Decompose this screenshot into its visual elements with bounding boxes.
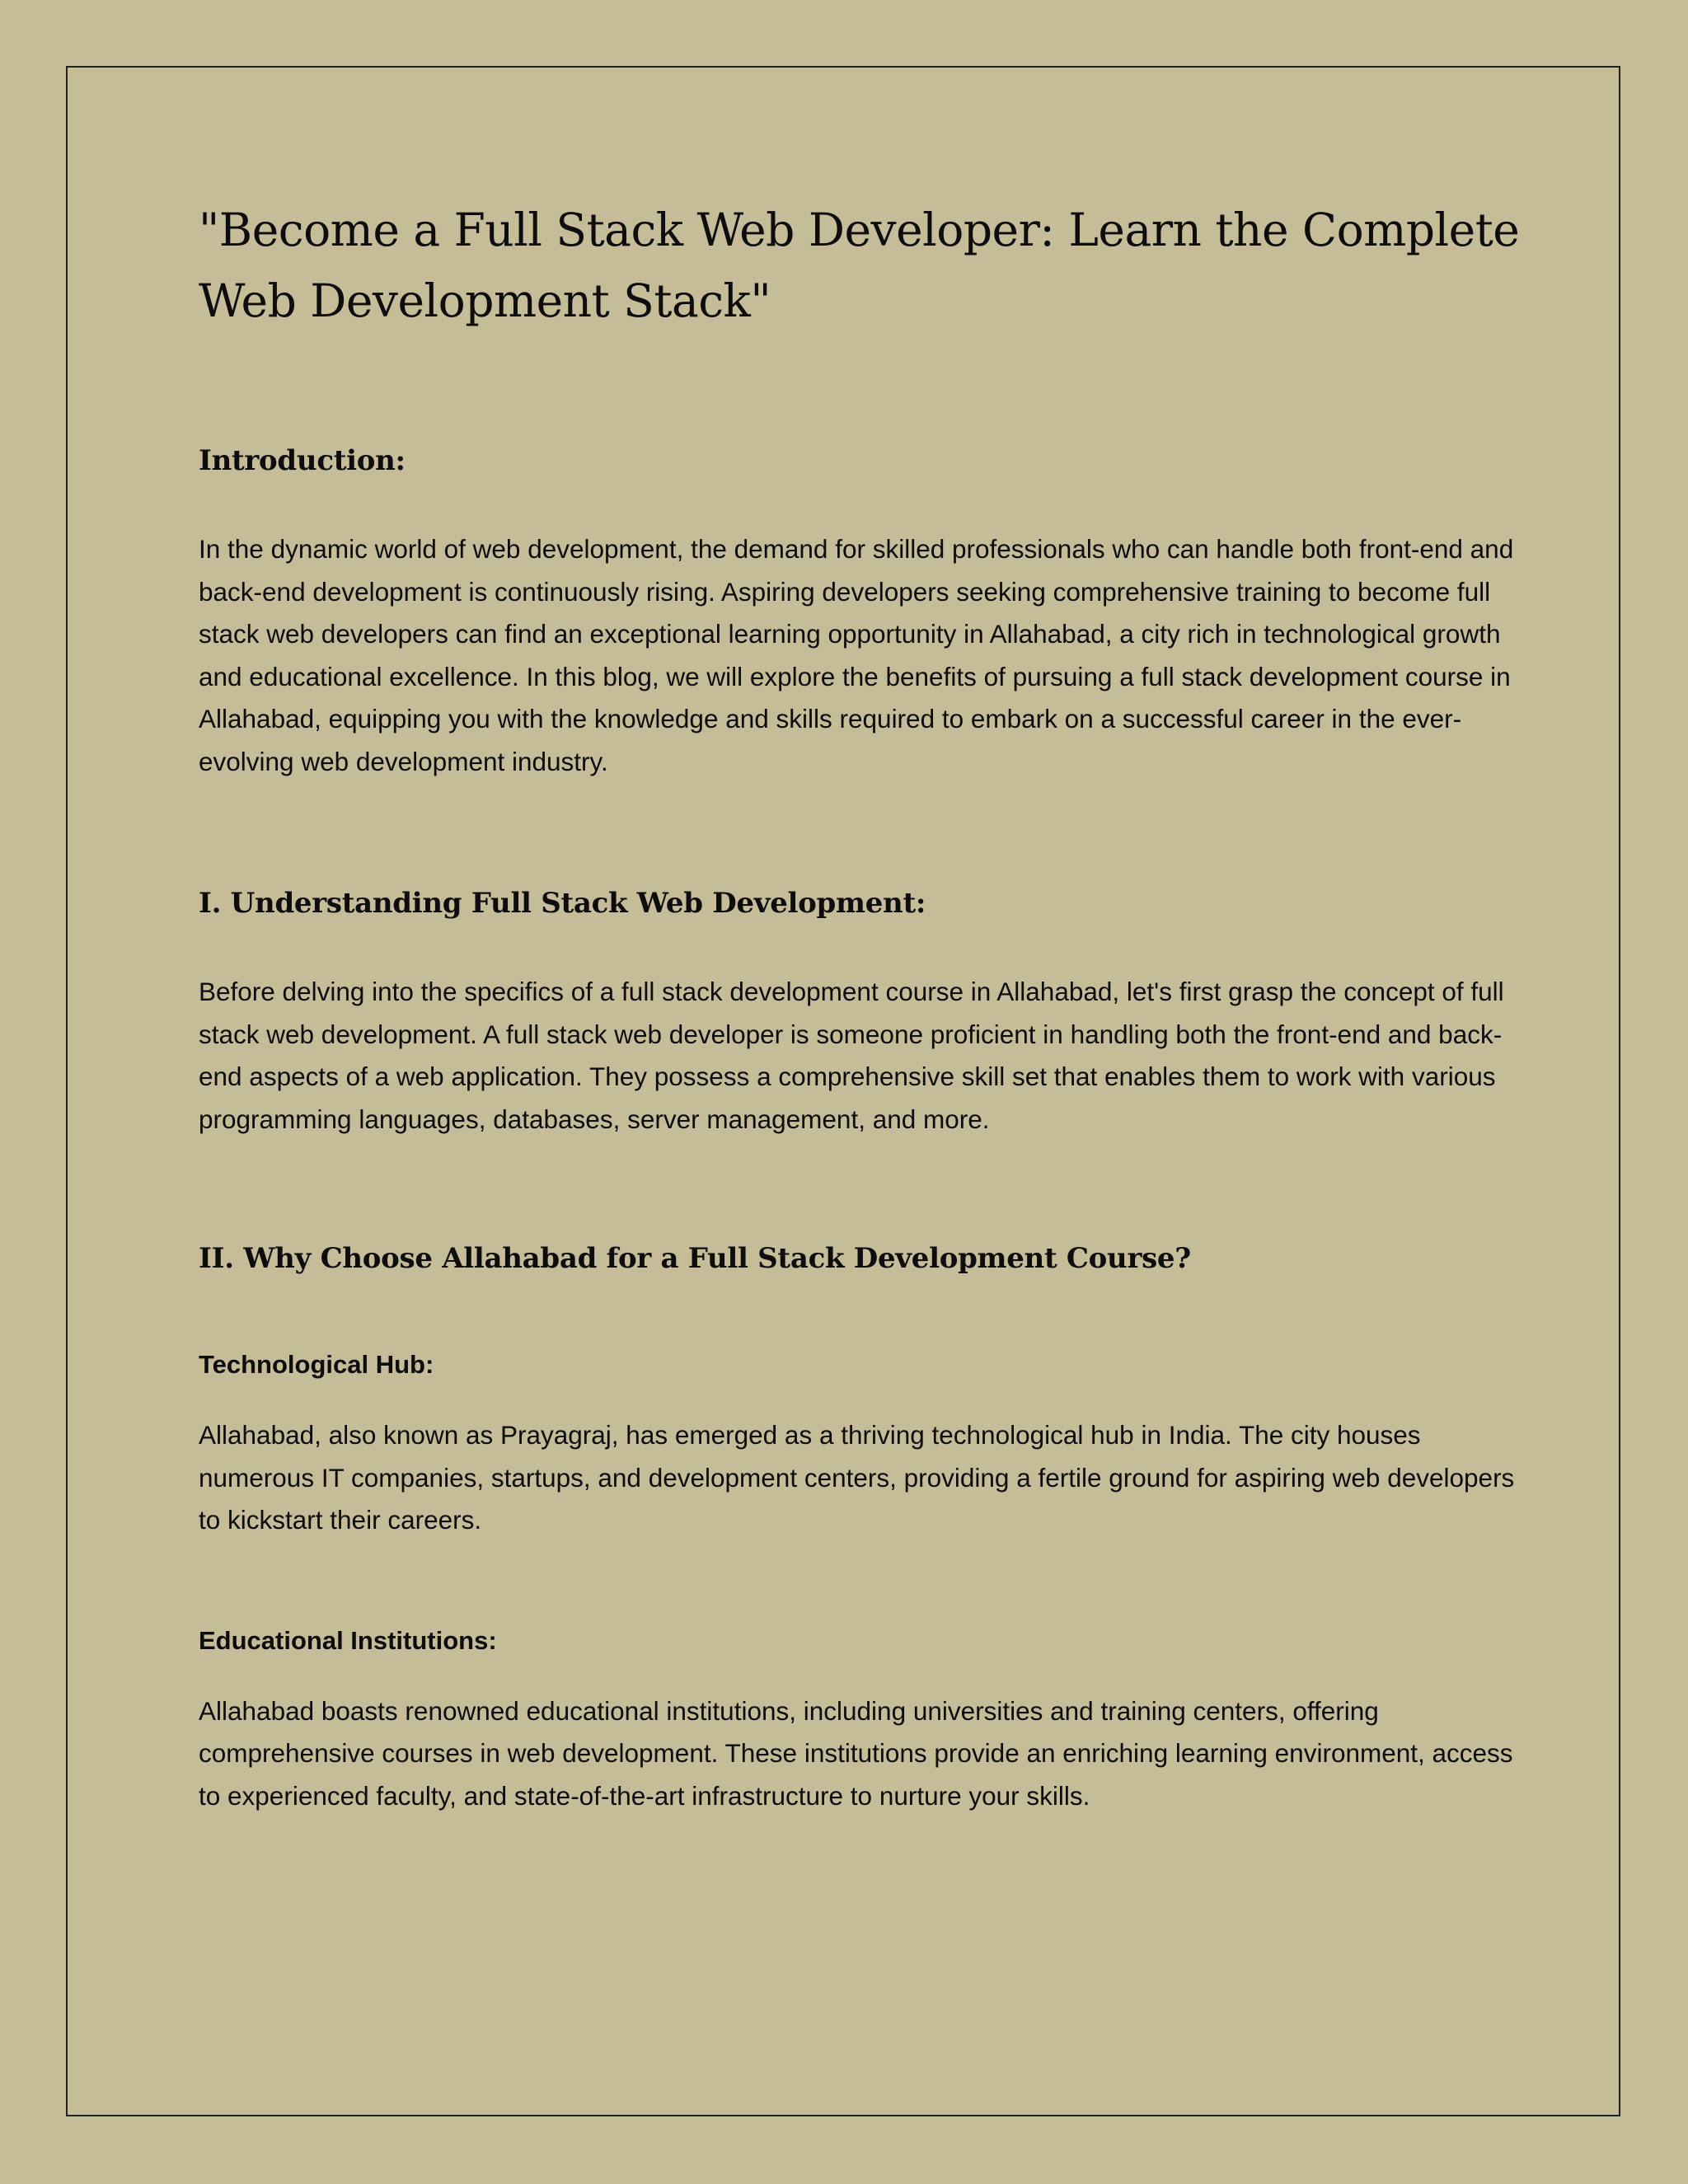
understanding-paragraph: Before delving into the specifics of a full stack development course in Allahabad, let's first grasp the concept of full stack web development. A full stack web developer is someone proficient in handling both the front-end and back-end aspects of a web application. They possess a comprehensive skill set that enables them to work with various programming languages, databases, server management, and more. (199, 977, 1504, 1134)
introduction-heading: Introduction: (199, 444, 406, 477)
why-allahabad-heading: II. Why Choose Allahabad for a Full Stack Development Course? (199, 1242, 1191, 1275)
technological-hub-paragraph: Allahabad, also known as Prayagraj, has emerged as a thriving technological hub in India. The city houses numerous IT companies, startups, and development centers, providing a fertile ground for aspiring web developers to kickstart their careers. (199, 1420, 1515, 1535)
educational-institutions-subheading: Educational Institutions: (199, 1625, 497, 1655)
technological-hub-subheading: Technological Hub: (199, 1350, 434, 1379)
understanding-heading: I. Understanding Full Stack Web Development: (199, 887, 926, 920)
introduction-paragraph: In the dynamic world of web development, the demand for skilled professionals who can handle both front-end and back-end development is continuously rising. Aspiring developers seeking comprehensive training to become full stack web developers can find an exceptional learning opportunity in Allahabad, a city rich in technological growth and educational excellence. In this blog, we will explore the benefits of pursuing a full stack development course in Allahabad, equipping you with the knowledge and skills required to embark on a successful career in the ever-evolving web development industry. (199, 534, 1514, 776)
document-body (199, 194, 1534, 1817)
educational-institutions-paragraph: Allahabad boasts renowned educational institutions, including universities and training centers, offering comprehensive courses in web development. These institutions provide an enriching learning environment, access to experienced faculty, and state-of-the-art infrastructure to nurture your skills. (199, 1695, 1513, 1811)
document-title: "Become a Full Stack Web Developer: Learn the Complete Web Development Stack" (199, 204, 1520, 327)
